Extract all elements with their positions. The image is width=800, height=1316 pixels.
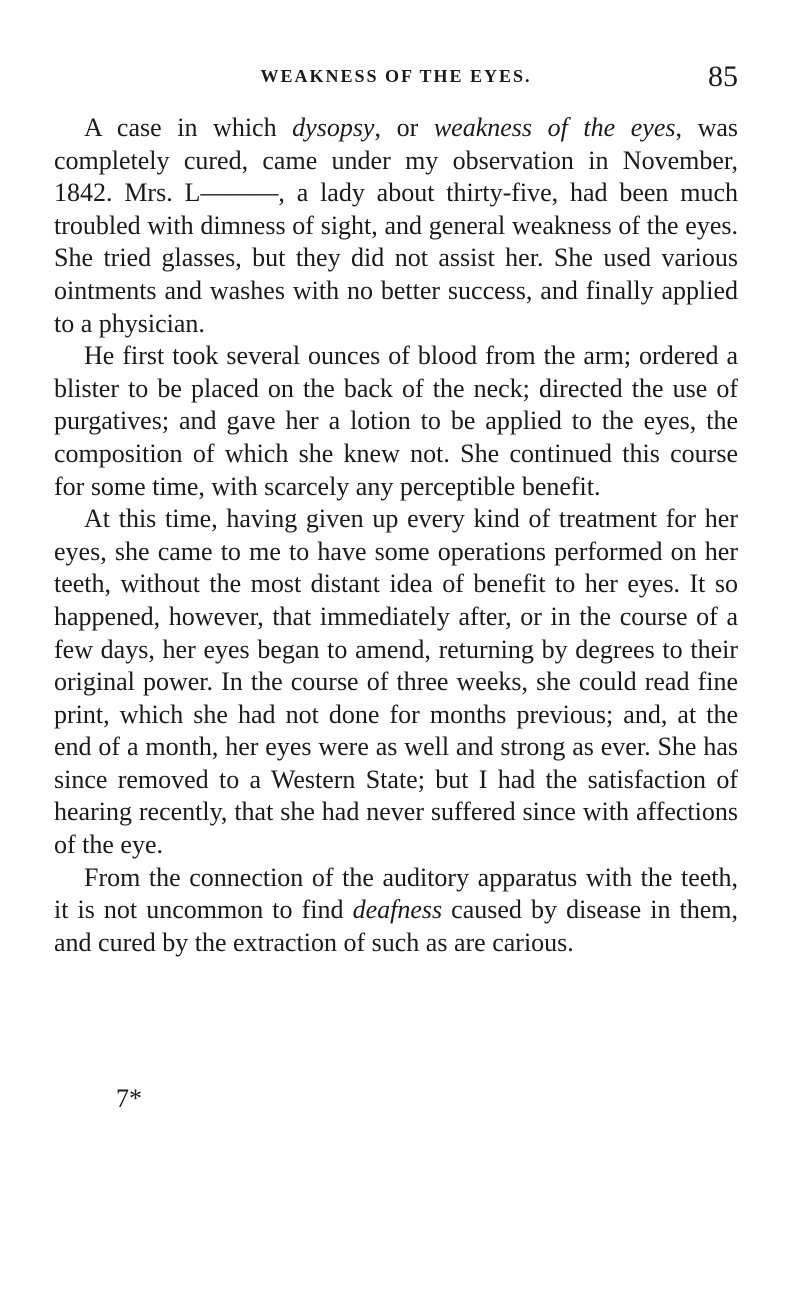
running-title: WEAKNESS OF THE EYES. [260, 66, 532, 86]
running-head [54, 60, 738, 93]
paragraph [54, 862, 738, 960]
paragraph [54, 503, 738, 862]
text-run: From the connection of the auditory apparatus with the teeth, it is not uncommon to find [54, 862, 738, 925]
italic-term: dysopsy [292, 113, 375, 142]
italic-term: deafness [352, 895, 443, 925]
paragraph [54, 112, 738, 340]
text-run: A case in which [84, 113, 293, 142]
text-run: At this time, having given up every kind of treatment for her eyes, she came to me to have some operations performed on her teeth, without the most distant idea of benefit to her eyes. It so happened, however, that immediately after, or in the course of a few days, her eyes began to amend, returning by degrees to their original power. In the course of three weeks, she could read fine print, which she had not done for months previous; and, at the end of a month, her eyes were as well and strong as ever. She has since removed to a Western State; but I had the satisfaction of hearing recently, that she had never suffered since with affections of the eye. [54, 504, 738, 860]
text-run: He first took several ounces of blood from the arm; ordered a blister to be placed on the back of the neck; directed the use of purgatives; and gave her a lotion to be applied to the eyes, the composition of which she knew not. She continued this course for some time, with scarcely any perceptible benefit. [54, 341, 738, 501]
text-run: , was completely cured, came under my observation in November, 1842. Mrs. L———, a lady about thirty-five, had been much troubled with dimness of sight, and general weakness of the eyes. She tried glasses, but they did not assist her. She used various ointments and washes with no better success, and finally applied to a physician. [54, 113, 738, 338]
text-run: , or [374, 113, 434, 142]
text-run: caused by disease in them, and cured by the extraction of such as are carious. [54, 895, 739, 957]
paragraph [54, 340, 738, 503]
page-number: 85 [708, 60, 738, 93]
italic-term: weakness of the eyes [433, 113, 676, 142]
body-text [54, 112, 738, 959]
signature-mark: 7* [116, 1084, 142, 1113]
